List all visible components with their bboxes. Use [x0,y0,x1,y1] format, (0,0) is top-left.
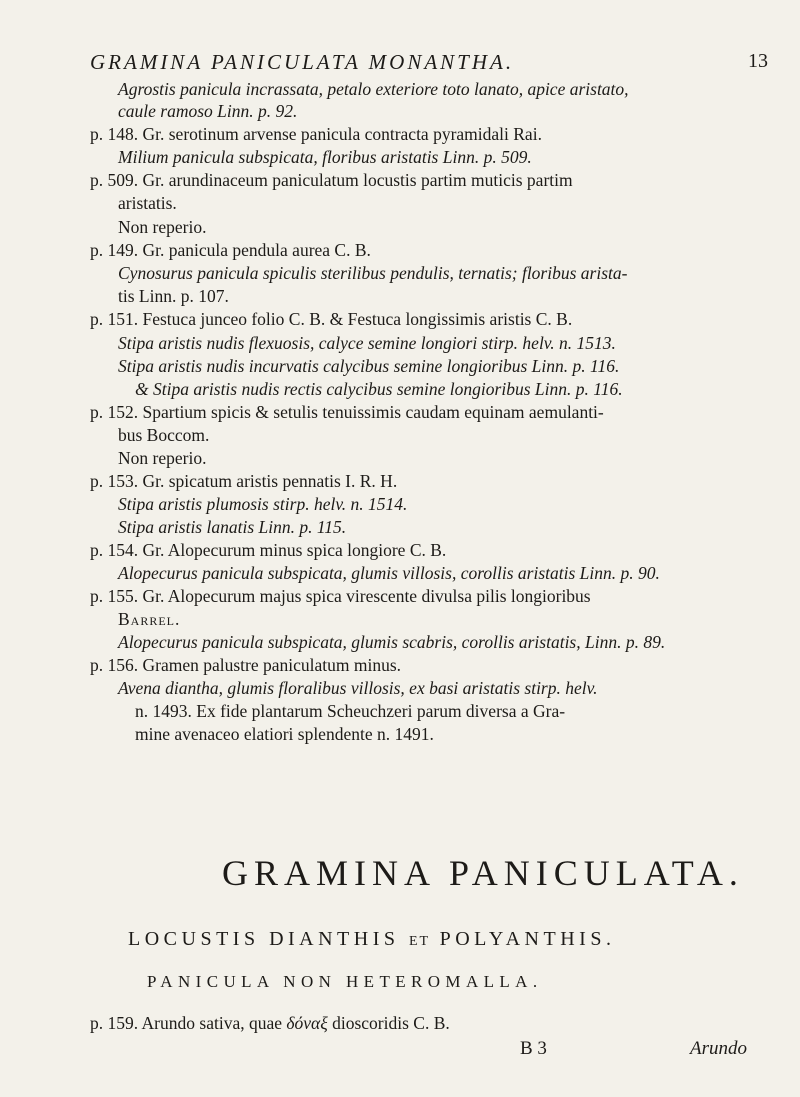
text-line: Avena diantha, glumis floralibus villosis, ex basi aristatis stirp. helv. [118,678,598,698]
text-line: bus Boccom. [118,425,210,445]
catchword: Arundo [690,1038,747,1059]
section-subheading [128,928,615,951]
text-line: p. 148. Gr. serotinum arvense panicula contracta pyramidali Rai. [90,124,542,144]
text-line: tis Linn. p. 107. [118,286,229,306]
text-line: Alopecurus panicula subspicata, glumis villosis, corollis aristatis Linn. p. 90. [118,563,660,583]
text-line: aristatis. [118,193,177,213]
text-line: Alopecurus panicula subspicata, glumis scabris, corollis aristatis, Linn. p. 89. [118,632,666,652]
page-number: 13 [748,50,768,72]
text-line: p. 152. Spartium spicis & setulis tenuissimis caudam equinam aemulanti- [90,402,604,422]
text-line: Agrostis panicula incrassata, petalo exteriore toto lanato, apice aristato, [118,79,629,99]
text-line: p. 156. Gramen palustre paniculatum minus. [90,655,402,675]
subheading-conjunction: ET [409,934,431,949]
text-line: Non reperio. [118,448,207,468]
text-line: p. 509. Gr. arundinaceum paniculatum locustis partim muticis partim [90,170,573,190]
signature-mark: B 3 [520,1038,547,1059]
text-line: Stipa aristis nudis incurvatis calycibus semine longioribus Linn. p. 116. [118,356,620,376]
text-line: caule ramoso Linn. p. 92. [118,101,298,121]
text-line: mine avenaceo elatiori splendente n. 1491. [135,724,434,744]
text-line: Stipa aristis plumosis stirp. helv. n. 1514. [118,494,408,514]
text-line: Milium panicula subspicata, floribus aristatis Linn. p. 509. [118,147,532,167]
final-entry-ref: p. 159. [90,1013,139,1033]
text-line: p. 155. Gr. Alopecurum majus spica virescente divulsa pilis longioribus [90,586,591,606]
final-entry-line [90,1012,450,1034]
text-line: p. 153. Gr. spicatum aristis pennatis I. R. H. [90,471,398,491]
text-line: Non reperio. [118,217,207,237]
final-entry-text-a: Arundo sativa, quae [141,1013,282,1033]
subheading-part-a: LOCUSTIS DIANTHIS [128,928,400,950]
text-line: p. 154. Gr. Alopecurum minus spica longiore C. B. [90,540,447,560]
subheading-part-b: POLYANTHIS. [439,928,616,950]
text-line: Barrel. [118,609,181,629]
final-entry-greek: δόναξ [286,1013,328,1033]
text-line: Cynosurus panicula spiculis sterilibus pendulis, ternatis; floribus arista- [118,263,628,283]
text-line: p. 149. Gr. panicula pendula aurea C. B. [90,240,371,260]
section-subheading-2: PANICULA NON HETEROMALLA. [147,972,543,991]
text-line: n. 1493. Ex fide plantarum Scheuchzeri parum diversa a Gra- [135,701,566,721]
final-entry-text-b: dioscoridis C. B. [332,1013,450,1033]
text-line: Stipa aristis nudis flexuosis, calyce semine longiori stirp. helv. n. 1513. [118,333,616,353]
text-line: p. 151. Festuca junceo folio C. B. & Festuca longissimis aristis C. B. [90,309,573,329]
text-line: & Stipa aristis nudis rectis calycibus semine longioribus Linn. p. 116. [135,379,623,399]
running-title: GRAMINA PANICULATA MONANTHA. [90,50,515,74]
section-heading: GRAMINA PANICULATA. [222,853,744,893]
text-line: Stipa aristis lanatis Linn. p. 115. [118,517,347,537]
